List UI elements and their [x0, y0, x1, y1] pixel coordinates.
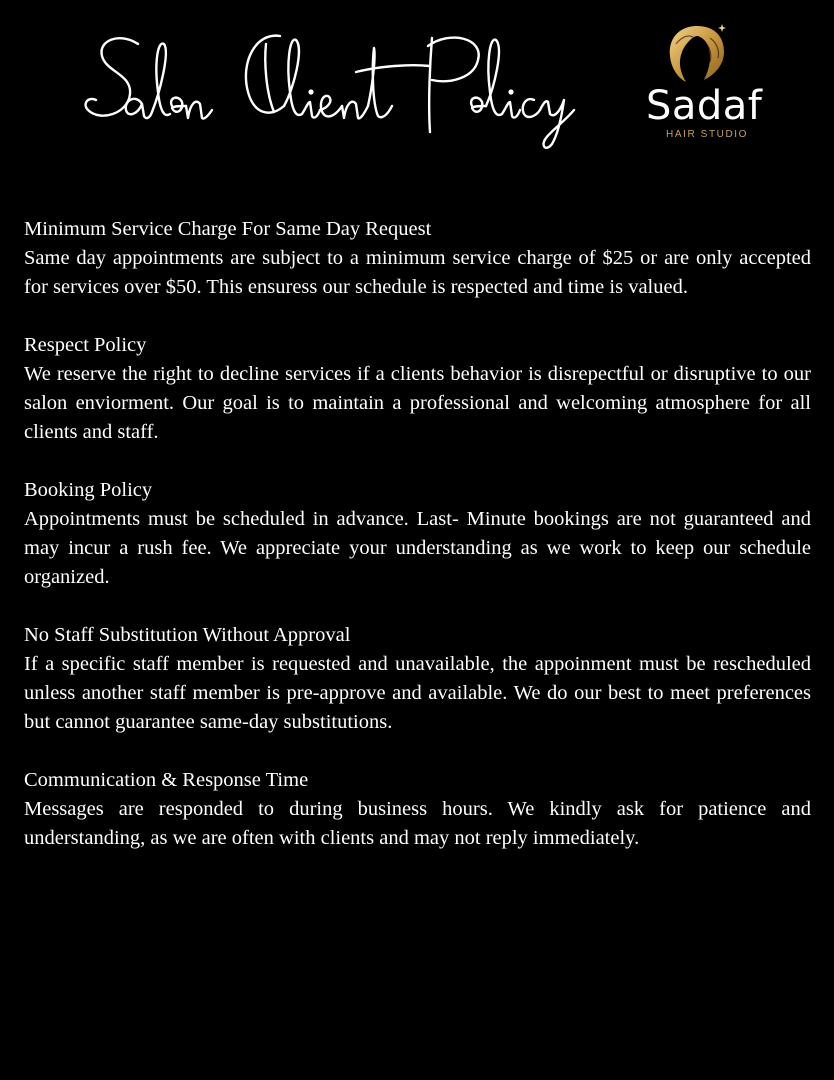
page-title [80, 22, 580, 152]
policy-section-staff-substitution [24, 621, 811, 737]
logo-subtitle: HAIR STUDIO [666, 129, 749, 140]
policy-heading: Respect Policy [24, 334, 147, 356]
policy-body: Messages are responded to during business hours. We kindly ask for patience and understanding, as we are often with clients and may not reply immediately. [24, 798, 811, 849]
policy-section-minimum-charge [24, 215, 811, 302]
logo-name: Sadaf [646, 83, 763, 129]
script-title-lettering [80, 22, 580, 152]
policy-list [24, 215, 811, 882]
policy-heading: Booking Policy [24, 479, 153, 501]
policy-body: Same day appointments are subject to a minimum service charge of $25 or are only accepted for services over $50. This ensuress our schedule is respected and time is valued. [24, 247, 811, 298]
woman-silhouette-golden-hair-icon [664, 22, 730, 86]
policy-body: We reserve the right to decline services if a clients behavior is disrepectful or disruptive to our salon enviorment. Our goal is to maintain a professional and welcoming atmosphere for all clients and staff. [24, 363, 811, 443]
sadaf-logo [640, 22, 790, 147]
policy-body: If a specific staff member is requested and unavailable, the appoinment must be rescheduled unless another staff member is pre-approve and available. We do our best to meet preferences but cannot guarantee same-day substitutions. [24, 653, 811, 733]
policy-section-communication [24, 766, 811, 853]
policy-heading: Minimum Service Charge For Same Day Request [24, 218, 432, 240]
policy-section-booking [24, 476, 811, 592]
policy-section-respect [24, 331, 811, 447]
policy-heading: Communication & Response Time [24, 769, 309, 791]
policy-heading: No Staff Substitution Without Approval [24, 624, 351, 646]
policy-body: Appointments must be scheduled in advance. Last- Minute bookings are not guaranteed and may incur a rush fee. We appreciate your understanding as we work to keep our schedule organized. [24, 508, 811, 588]
